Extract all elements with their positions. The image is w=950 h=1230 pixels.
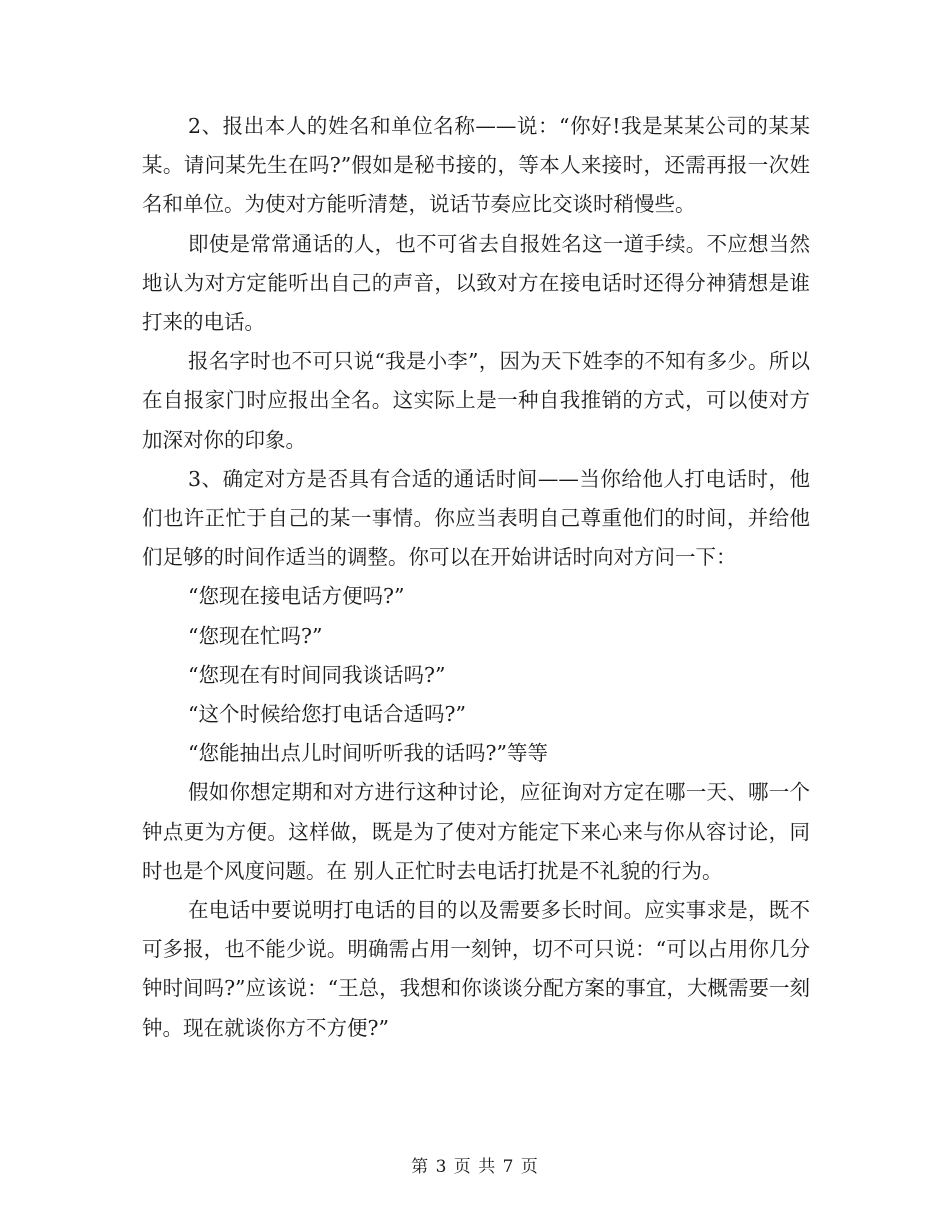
quote-line-2: “您现在忙吗?” [188,623,323,648]
quote-line-4: “这个时候给您打电话合适吗?” [188,702,466,727]
document-body [142,107,810,1048]
page-number-footer: 第 3 页 共 7 页 [411,1157,539,1177]
paragraph-1: 2、报出本人的姓名和单位名称——说：“你好!我是某某公司的某某某。请问某先生在吗?”假如是秘书接的，等本人来接时，还需再报一次姓名和单位。为使对方能听清楚，说话节奏应比交谈时稍慢些。 [142,114,810,217]
quote-line-3: “您现在有时间同我谈话吗?” [188,662,446,687]
paragraph-2: 即使是常常通话的人，也不可省去自报姓名这一道手续。不应想当然地认为对方定能听出自己的声音，以致对方在接电话时还得分神猜想是谁打来的电话。 [142,231,810,335]
paragraph-5: 假如你想定期和对方进行这种讨论，应征询对方定在哪一天、哪一个钟点更为方便。这样做，既是为了使对方能定下来心来与你从容讨论，同时也是个风度问题。在 别人正忙时去电话打扰是不礼貌的行为。 [142,780,810,883]
paragraph-3: 报名字时也不可只说“我是小李”，因为天下姓李的不知有多少。所以在自报家门时应报出全名。这实际上是一种自我推销的方式，可以使对方加深对你的印象。 [142,349,810,452]
quote-line-1: “您现在接电话方便吗?” [188,584,405,609]
paragraph-4: 3、确定对方是否具有合适的通话时间——当你给他人打电话时，他们也许正忙于自己的某一事情。你应当表明自己尊重他们的时间，并给他们足够的时间作适当的调整。你可以在开始讲话时向对方问一下： [142,466,810,570]
quote-line-5: “您能抽出点儿时间听听我的话吗?”等等 [188,741,548,766]
paragraph-6: 在电话中要说明打电话的目的以及需要多长时间。应实事求是，既不可多报，也不能少说。明确需占用一刻钟，切不可只说：“可以占用你几分钟时间吗?”应该说：“王总，我想和你谈谈分配方案的事宜，大概需要一刻钟。现在就谈你方不方便?” [142,898,810,1040]
